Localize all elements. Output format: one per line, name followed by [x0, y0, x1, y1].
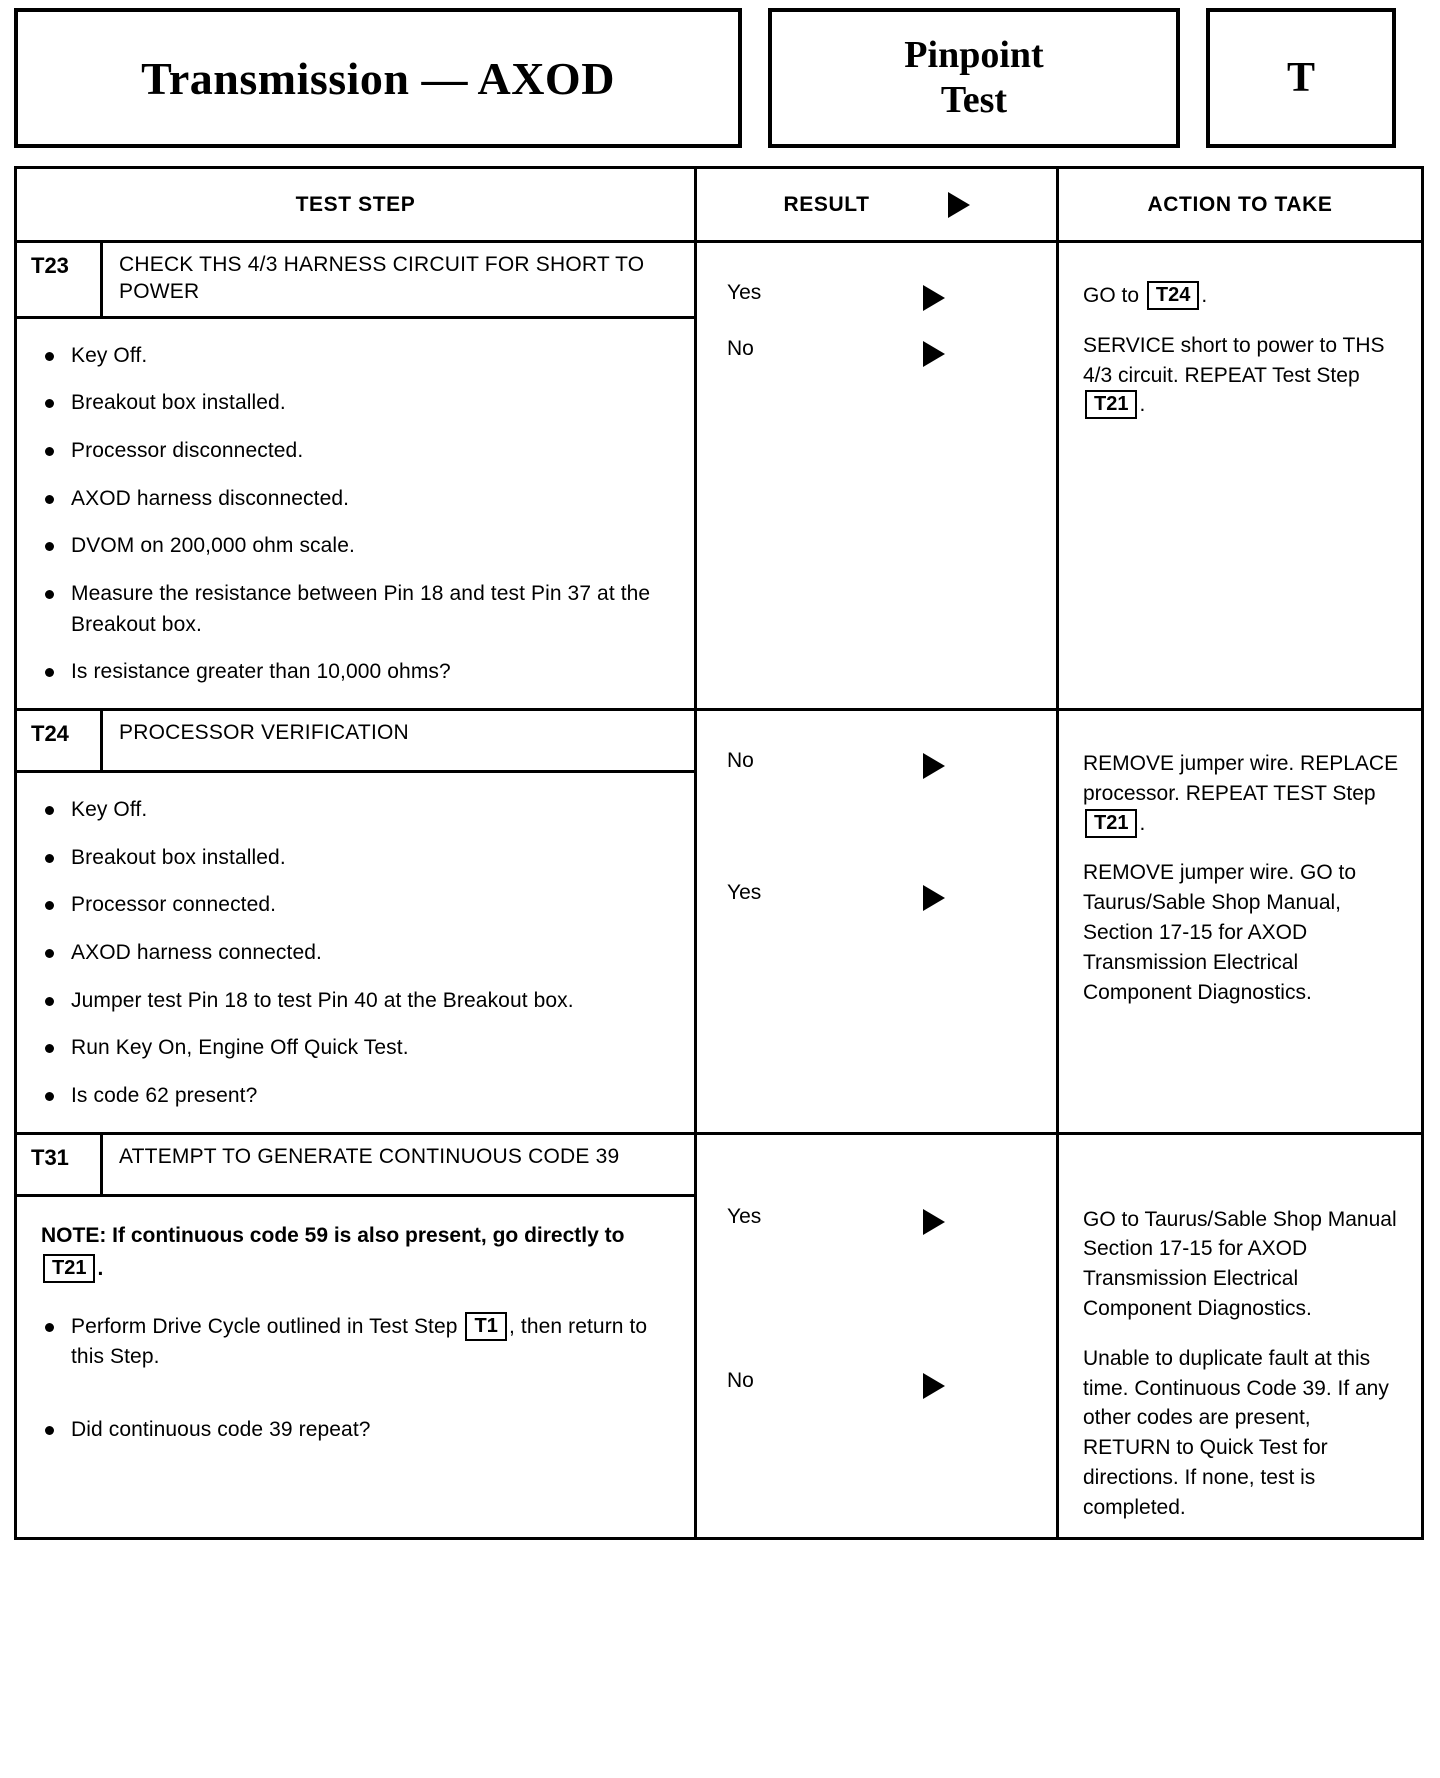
result-entry — [697, 1369, 1056, 1405]
note-text-post: . — [97, 1257, 104, 1281]
result-label: No — [727, 337, 754, 360]
step-bullet-list — [41, 1312, 678, 1446]
table-row — [17, 1135, 1421, 1537]
action-entry — [1083, 858, 1399, 1007]
table-row — [17, 711, 1421, 1135]
list-item: Breakout box installed. — [41, 388, 678, 419]
list-item — [41, 1312, 678, 1373]
result-label: Yes — [727, 881, 762, 904]
action-entry — [1083, 1344, 1399, 1523]
column-header-result — [697, 169, 1059, 240]
list-item: Run Key On, Engine Off Quick Test. — [41, 1033, 678, 1064]
result-label: Yes — [727, 281, 762, 304]
result-entry — [697, 881, 1056, 917]
step-body — [17, 319, 694, 708]
step-note — [41, 1219, 678, 1286]
list-item: Breakout box installed. — [41, 843, 678, 874]
list-item: Jumper test Pin 18 to test Pin 40 at the Breakout box. — [41, 986, 678, 1017]
step-reference[interactable]: T21 — [1085, 809, 1137, 838]
action-text-pre: GO to — [1083, 284, 1145, 307]
test-step-cell — [17, 711, 697, 1132]
action-text-pre: Unable to duplicate fault at this time. Continuous Code 39. If any other codes are present, RETURN to Quick Test for directions. If none, test is completed. — [1083, 1346, 1389, 1519]
result-entry — [697, 1205, 1056, 1241]
step-reference[interactable]: T21 — [1085, 390, 1137, 419]
list-item — [41, 1415, 678, 1446]
action-cell — [1059, 1135, 1421, 1537]
result-cell — [697, 243, 1059, 708]
action-text-pre: REMOVE jumper wire. REPLACE processor. REPEAT TEST Step — [1083, 752, 1399, 805]
step-title-text: CHECK THS 4/3 HARNESS CIRCUIT FOR SHORT TO POWER — [119, 253, 645, 303]
arrow-right-icon — [923, 285, 945, 311]
column-header-test-step: TEST STEP — [17, 169, 697, 240]
action-entry — [1083, 749, 1399, 838]
step-body — [17, 1197, 694, 1466]
arrow-right-icon — [923, 885, 945, 911]
header-letter: T — [1286, 55, 1315, 101]
header-pinpoint-line2: Test — [940, 79, 1008, 121]
step-reference[interactable]: T24 — [1147, 281, 1199, 310]
pinpoint-test-table — [14, 166, 1424, 1540]
result-label: No — [727, 749, 754, 772]
action-text-post: . — [1139, 393, 1146, 417]
list-item: Processor connected. — [41, 890, 678, 921]
list-item: Processor disconnected. — [41, 436, 678, 467]
table-row — [17, 243, 1421, 711]
list-item: DVOM on 200,000 ohm scale. — [41, 531, 678, 562]
step-title-row — [17, 1135, 694, 1197]
step-bullet-list — [41, 341, 678, 688]
action-entry — [1083, 281, 1399, 311]
step-id: T23 — [17, 243, 103, 316]
header-pinpoint-line1: Pinpoint — [904, 34, 1044, 77]
result-cell — [697, 1135, 1059, 1537]
result-label: Yes — [727, 1204, 762, 1228]
step-body — [17, 773, 694, 1132]
page-header — [14, 8, 1426, 148]
action-cell — [1059, 711, 1421, 1132]
note-text-pre: NOTE: If continuous code 59 is also present, go directly to — [41, 1223, 625, 1247]
header-title-box — [14, 8, 742, 148]
header-letter-box — [1206, 8, 1396, 148]
action-text-pre: REMOVE jumper wire. GO to Taurus/Sable Shop Manual, Section 17-15 for AXOD Transmission Electrical Component Diagnostics. — [1083, 861, 1357, 1004]
list-item-text-post: , then return to this Step. — [71, 1314, 648, 1369]
result-entry — [697, 749, 1056, 785]
test-step-cell — [17, 243, 697, 708]
result-entry — [697, 281, 1056, 317]
arrow-right-icon — [923, 341, 945, 367]
list-item: AXOD harness connected. — [41, 938, 678, 969]
step-title-text: ATTEMPT TO GENERATE CONTINUOUS CODE 39 — [119, 1144, 620, 1168]
page-title: Transmission — AXOD — [141, 52, 615, 104]
arrow-right-icon — [948, 192, 970, 218]
action-text-pre: SERVICE short to power to THS 4/3 circuit. REPEAT Test Step — [1083, 333, 1385, 387]
step-title-row — [17, 243, 694, 319]
list-item: Measure the resistance between Pin 18 and test Pin 37 at the Breakout box. — [41, 579, 678, 640]
column-header-result-label: RESULT — [783, 192, 870, 216]
list-item: Is code 62 present? — [41, 1081, 678, 1112]
step-reference[interactable]: T21 — [43, 1254, 95, 1283]
step-id: T31 — [17, 1135, 103, 1194]
list-item-text-pre: Perform Drive Cycle outlined in Test Step — [71, 1314, 464, 1338]
action-entry — [1083, 1205, 1399, 1324]
step-reference[interactable]: T1 — [465, 1312, 507, 1341]
list-item: Is resistance greater than 10,000 ohms? — [41, 657, 678, 688]
action-entry — [1083, 331, 1399, 420]
header-pinpoint-test-box — [768, 8, 1180, 148]
list-item: AXOD harness disconnected. — [41, 484, 678, 515]
arrow-right-icon — [923, 1209, 945, 1235]
step-id: T24 — [17, 711, 103, 770]
action-text-post: . — [1139, 811, 1146, 835]
table-header-row — [17, 169, 1421, 243]
result-entry — [697, 337, 1056, 373]
result-label: No — [727, 1368, 754, 1392]
test-step-cell — [17, 1135, 697, 1537]
result-cell — [697, 711, 1059, 1132]
list-item-text-pre: Did continuous code 39 repeat? — [71, 1418, 371, 1442]
list-item: Key Off. — [41, 795, 678, 826]
step-title-text: PROCESSOR VERIFICATION — [119, 721, 409, 744]
list-item: Key Off. — [41, 341, 678, 372]
action-text-post: . — [1201, 284, 1208, 307]
step-title-row — [17, 711, 694, 773]
arrow-right-icon — [923, 753, 945, 779]
step-bullet-list — [41, 795, 678, 1112]
action-text-pre: GO to Taurus/Sable Shop Manual Section 17-15 for AXOD Transmission Electrical Component Diagnostics. — [1083, 1207, 1397, 1321]
arrow-right-icon — [923, 1373, 945, 1399]
column-header-action: ACTION TO TAKE — [1147, 192, 1333, 216]
action-cell — [1059, 243, 1421, 708]
